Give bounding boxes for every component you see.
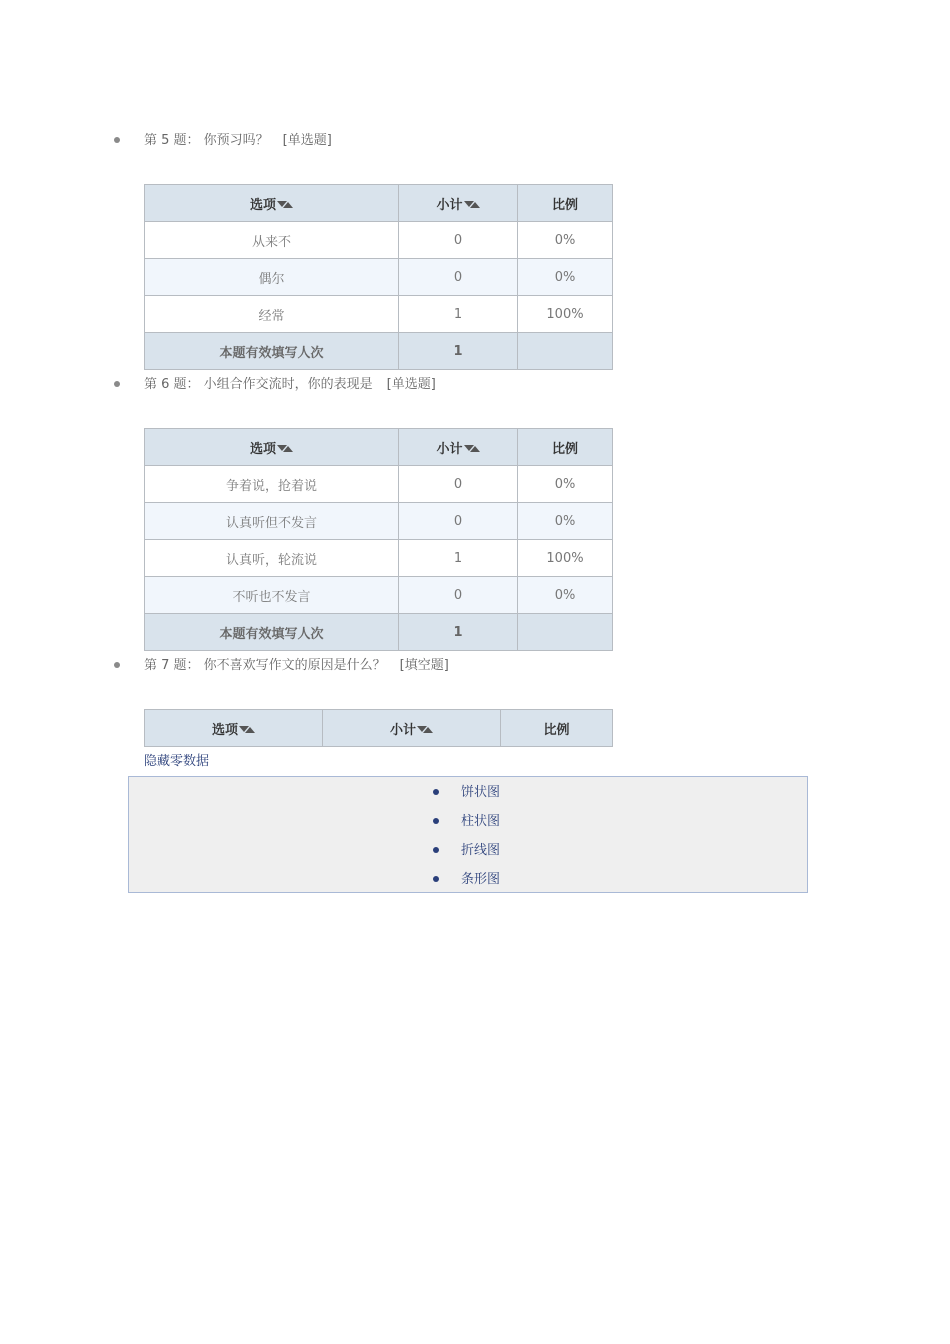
ratio-cell: 0%: [518, 222, 613, 259]
question-text: 第 7 题： 你不喜欢写作文的原因是什么？: [144, 658, 386, 673]
count-cell: 0: [399, 259, 518, 296]
sort-icon[interactable]: [277, 444, 293, 454]
question-type: [填空题]: [399, 658, 449, 673]
header-count[interactable]: 小计: [399, 429, 518, 466]
chart-type-menu: [128, 776, 808, 893]
question-type: [单选题]: [386, 377, 436, 392]
bullet-icon: [433, 818, 439, 824]
sort-icon[interactable]: [277, 200, 293, 210]
table-row: [145, 466, 613, 503]
bullet-icon: [114, 137, 120, 143]
header-option[interactable]: 选项: [145, 710, 323, 747]
table-row: [145, 296, 613, 333]
option-cell: 经常: [145, 296, 399, 333]
header-count[interactable]: 小计: [399, 185, 518, 222]
table-row: [145, 540, 613, 577]
total-label: 本题有效填写人次: [145, 614, 399, 651]
total-ratio: [518, 333, 613, 370]
table-row: [145, 259, 613, 296]
option-cell: 偶尔: [145, 259, 399, 296]
header-ratio: 比例: [518, 429, 613, 466]
total-count: 1: [399, 333, 518, 370]
header-ratio: 比例: [518, 185, 613, 222]
question-7-table: [144, 709, 613, 747]
question-text: 第 6 题： 小组合作交流时，你的表现是: [144, 377, 373, 392]
question-text: 第 5 题： 你预习吗？: [144, 133, 269, 148]
table-row: [145, 503, 613, 540]
option-cell: 争着说，抢着说: [145, 466, 399, 503]
question-5-table: [144, 184, 613, 370]
header-option[interactable]: 选项: [145, 429, 399, 466]
chart-option-line[interactable]: 折线图: [129, 840, 807, 869]
ratio-cell: 0%: [518, 577, 613, 614]
count-cell: 1: [399, 540, 518, 577]
option-cell: 不听也不发言: [145, 577, 399, 614]
total-ratio: [518, 614, 613, 651]
question-6-table: [144, 428, 613, 651]
ratio-cell: 0%: [518, 259, 613, 296]
ratio-cell: 0%: [518, 503, 613, 540]
count-cell: 0: [399, 466, 518, 503]
header-count[interactable]: 小计: [323, 710, 501, 747]
bullet-icon: [433, 789, 439, 795]
chart-option-column[interactable]: 柱状图: [129, 811, 807, 840]
ratio-cell: 100%: [518, 296, 613, 333]
sort-icon[interactable]: [464, 444, 480, 454]
chart-option-pie[interactable]: 饼状图: [129, 782, 807, 811]
ratio-cell: 0%: [518, 466, 613, 503]
question-5-title: [0, 131, 950, 151]
option-cell: 从来不: [145, 222, 399, 259]
bullet-icon: [433, 847, 439, 853]
question-7-title: [0, 656, 950, 676]
sort-icon[interactable]: [417, 725, 433, 735]
total-row: [145, 614, 613, 651]
option-cell: 认真听但不发言: [145, 503, 399, 540]
table-row: [145, 577, 613, 614]
chart-option-bar[interactable]: 条形图: [129, 869, 807, 898]
count-cell: 0: [399, 503, 518, 540]
question-6-title: [0, 375, 950, 395]
bullet-icon: [433, 876, 439, 882]
header-option[interactable]: 选项: [145, 185, 399, 222]
ratio-cell: 100%: [518, 540, 613, 577]
option-cell: 认真听，轮流说: [145, 540, 399, 577]
header-ratio: 比例: [501, 710, 613, 747]
count-cell: 0: [399, 222, 518, 259]
sort-icon[interactable]: [464, 200, 480, 210]
bullet-icon: [114, 662, 120, 668]
table-row: [145, 222, 613, 259]
sort-icon[interactable]: [239, 725, 255, 735]
total-row: [145, 333, 613, 370]
hide-zero-data-link[interactable]: 隐藏零数据: [144, 754, 210, 769]
total-label: 本题有效填写人次: [145, 333, 399, 370]
count-cell: 0: [399, 577, 518, 614]
count-cell: 1: [399, 296, 518, 333]
total-count: 1: [399, 614, 518, 651]
question-type: [单选题]: [282, 133, 332, 148]
bullet-icon: [114, 381, 120, 387]
